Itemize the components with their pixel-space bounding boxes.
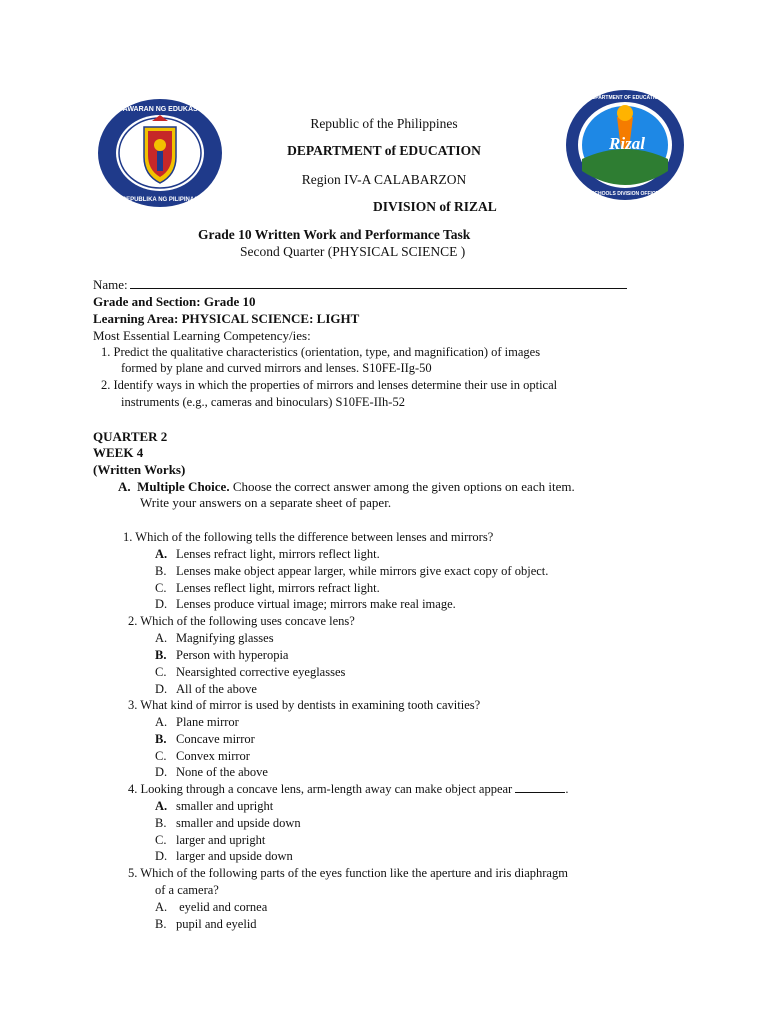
option-text: Lenses make object appear larger, while mirrors give exact copy of object.	[176, 564, 549, 578]
republic-line: Republic of the Philippines	[310, 116, 458, 131]
competency-text: Predict the qualitative characteristics (orientation, type, and magnification) of images	[113, 345, 541, 359]
name-label: Name:	[93, 277, 128, 292]
option-text: eyelid and cornea	[176, 900, 268, 914]
division-seal-text-bottom: SCHOOLS DIVISION OFFICE	[591, 191, 659, 197]
question-5	[128, 866, 568, 881]
question-number: 5.	[128, 866, 138, 880]
option-letter: C.	[155, 749, 167, 763]
option	[155, 715, 239, 730]
division-seal-center-text: Rizal	[609, 134, 645, 153]
option	[155, 833, 265, 848]
option-letter: A.	[155, 547, 168, 561]
option	[155, 631, 274, 646]
option	[155, 765, 268, 780]
melc-label: Most Essential Learning Competency/ies:	[93, 328, 311, 343]
option	[155, 749, 250, 764]
option-letter: B.	[155, 564, 167, 578]
option	[155, 682, 257, 697]
part-a-instructions	[118, 479, 575, 495]
competency-number: 1.	[101, 345, 111, 359]
written-works-heading: (Written Works)	[93, 462, 186, 477]
option	[155, 917, 257, 932]
option-text: Concave mirror	[176, 732, 255, 746]
part-instruction-1: Choose the correct answer among the given options on each item.	[229, 479, 575, 494]
option	[155, 665, 345, 680]
document-title: Grade 10 Written Work and Performance Task	[198, 227, 471, 242]
option-letter: C.	[155, 833, 167, 847]
competency-2-line2: instruments (e.g., cameras and binoculars) S10FE-IIh-52	[121, 395, 405, 409]
option	[155, 648, 288, 663]
option	[155, 547, 380, 562]
part-letter: A.	[118, 479, 131, 494]
option-text: Plane mirror	[176, 715, 239, 729]
question-text: Looking through a concave lens, arm-length away can make object appear	[140, 782, 516, 796]
option-letter: D.	[155, 765, 168, 779]
question-number: 3.	[128, 698, 138, 712]
question-1	[123, 530, 493, 545]
option	[155, 849, 293, 864]
option	[155, 581, 380, 596]
option	[155, 597, 456, 612]
division-seal-text-top: DEPARTMENT OF EDUCATION	[588, 95, 662, 101]
option-text: smaller and upside down	[176, 816, 301, 830]
question-text: Which of the following uses concave lens?	[140, 614, 355, 628]
question-5-line2: of a camera?	[155, 883, 219, 897]
part-title: Multiple Choice.	[137, 479, 230, 494]
option-text: smaller and upright	[176, 799, 274, 813]
option-letter: B.	[155, 816, 167, 830]
region-line: Region IV-A CALABARZON	[301, 172, 467, 187]
question-3	[128, 698, 480, 713]
option-letter: A.	[155, 900, 168, 914]
question-number: 2.	[128, 614, 138, 628]
option-letter: C.	[155, 665, 167, 679]
option-text: None of the above	[176, 765, 268, 779]
grade-section-line: Grade and Section: Grade 10	[93, 294, 256, 309]
option	[155, 732, 255, 747]
competency-number: 2.	[101, 378, 111, 392]
question-text: What kind of mirror is used by dentists in examining tooth cavities?	[140, 698, 481, 712]
option-text: Person with hyperopia	[176, 648, 289, 662]
division-line: DIVISION of RIZAL	[373, 199, 497, 214]
option-letter: D.	[155, 597, 168, 611]
week-heading: WEEK 4	[93, 445, 144, 460]
option	[155, 816, 301, 831]
deped-seal-text-top: KAGAWARAN NG EDUKASYON	[107, 106, 213, 113]
option-letter: A.	[155, 631, 168, 645]
option-letter: D.	[155, 849, 168, 863]
name-field	[93, 277, 627, 293]
option-letter: A.	[155, 715, 168, 729]
option-text: Convex mirror	[176, 749, 250, 763]
answer-blank	[515, 782, 565, 793]
option-letter: C.	[155, 581, 167, 595]
option-text: Lenses refract light, mirrors reflect light.	[176, 547, 380, 561]
option	[155, 564, 548, 579]
deped-seal-text-bottom: REPUBLIKA NG PILIPINAS	[121, 197, 199, 203]
competency-text: Identify ways in which the properties of mirrors and lenses determine their use in optical	[113, 378, 558, 392]
option-text: Magnifying glasses	[176, 631, 274, 645]
learning-area-line: Learning Area: PHYSICAL SCIENCE: LIGHT	[93, 311, 360, 326]
quarter-heading: QUARTER 2	[93, 429, 168, 444]
option-letter: A.	[155, 799, 168, 813]
competency-1	[101, 345, 540, 360]
option-letter: B.	[155, 732, 167, 746]
question-text: Which of the following tells the difference between lenses and mirrors?	[135, 530, 494, 544]
competency-2	[101, 378, 557, 393]
competency-1-line2: formed by plane and curved mirrors and lenses. S10FE-IIg-50	[121, 361, 432, 375]
option-text: All of the above	[176, 682, 257, 696]
option-text: larger and upside down	[176, 849, 293, 863]
option	[155, 900, 267, 915]
option-text: Lenses produce virtual image; mirrors make real image.	[176, 597, 456, 611]
option-text: pupil and eyelid	[176, 917, 257, 931]
option-letter: B.	[155, 917, 167, 931]
option-letter: D.	[155, 682, 168, 696]
question-4: 4. Looking through a concave lens, arm-length away can make object appear .	[128, 782, 569, 796]
document-subtitle: Second Quarter (PHYSICAL SCIENCE )	[240, 244, 466, 259]
option-text: larger and upright	[176, 833, 266, 847]
question-number: 4.	[128, 782, 138, 796]
option-letter: B.	[155, 648, 167, 662]
option	[155, 799, 273, 814]
question-number: 1.	[123, 530, 133, 544]
option-text: Nearsighted corrective eyeglasses	[176, 665, 346, 679]
question-text: Which of the following parts of the eyes function like the aperture and iris diaphragm	[140, 866, 568, 880]
department-line: DEPARTMENT of EDUCATION	[287, 143, 481, 158]
part-a-instructions-line2: Write your answers on a separate sheet of paper.	[140, 495, 392, 510]
question-2	[128, 614, 355, 629]
option-text: Lenses reflect light, mirrors refract light.	[176, 581, 380, 595]
name-blank-line	[130, 277, 627, 289]
